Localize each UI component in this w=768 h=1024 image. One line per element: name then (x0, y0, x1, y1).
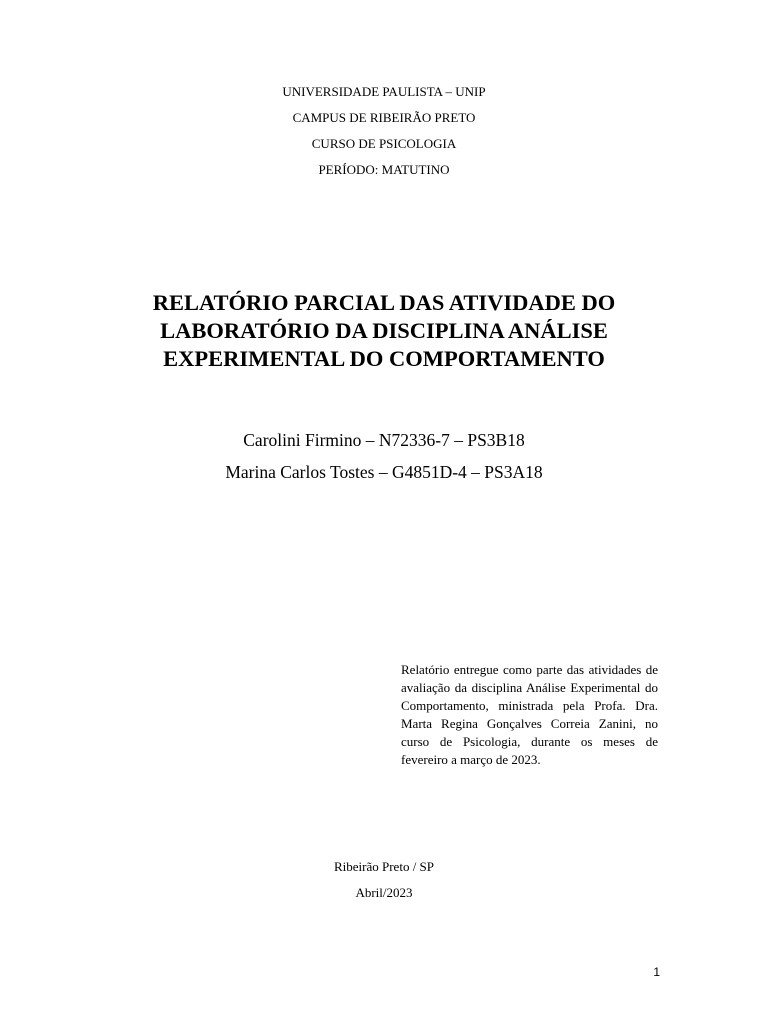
submission-note: Relatório entregue como parte das atividades de avaliação da disciplina Análise Experimental do Comportamento, ministrada pela Profa. Dra. Marta Regina Gonçalves Correia Zanini, no curso de Psicologia, durante os meses de fevereiro a março de 2023. (401, 662, 658, 767)
course-name: CURSO DE PSICOLOGIA (311, 136, 457, 151)
title-line-3: EXPERIMENTAL DO COMPORTAMENTO (163, 346, 605, 371)
author-2: Marina Carlos Tostes – G4851D-4 – PS3A18 (225, 462, 543, 482)
title-line-2: LABORATÓRIO DA DISCIPLINA ANÁLISE (160, 318, 608, 343)
author-1: Carolini Firmino – N72336-7 – PS3B18 (243, 430, 525, 450)
authors-list (0, 424, 768, 488)
university-name: UNIVERSIDADE PAULISTA – UNIP (282, 84, 486, 99)
footer (0, 854, 768, 906)
location: Ribeirão Preto / SP (333, 859, 435, 874)
date: Abril/2023 (355, 885, 413, 900)
report-title (0, 289, 768, 373)
title-line-1: RELATÓRIO PARCIAL DAS ATIVIDADE DO (152, 290, 616, 315)
campus-name: CAMPUS DE RIBEIRÃO PRETO (292, 110, 476, 125)
institution-header (0, 79, 768, 183)
page-number: 1 (653, 965, 660, 979)
period: PERÍODO: MATUTINO (318, 162, 450, 177)
